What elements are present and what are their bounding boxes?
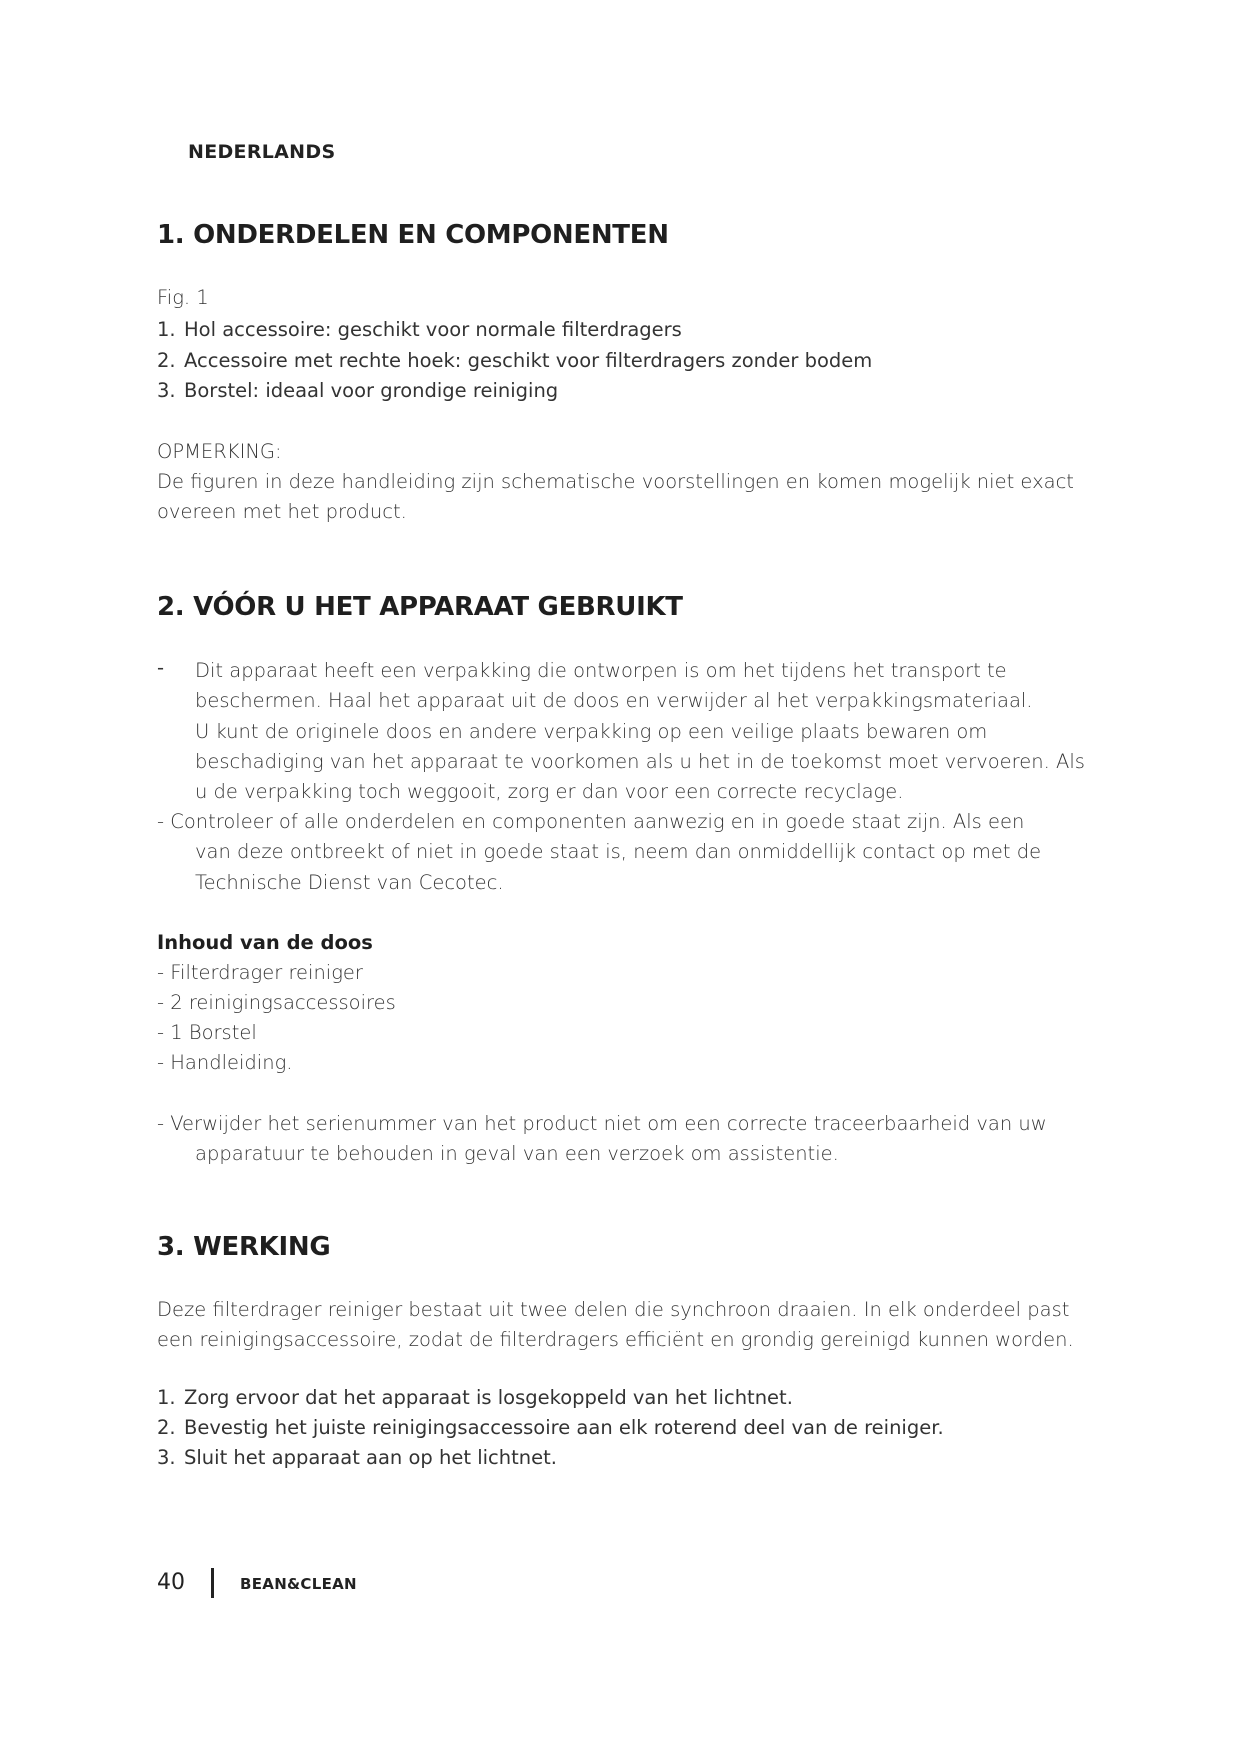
paragraph-line: apparatuur te behouden in geval van een verzoek om assistentie. (195, 1142, 839, 1165)
paragraph-line: - Verwijder het serienummer van het product niet om een correcte traceerbaarheid van uw (157, 1112, 1047, 1135)
paragraph-line: u de verpakking toch weggooit, zorg er dan voor een correcte recyclage. (195, 780, 904, 803)
page-number: 40 (157, 1570, 185, 1595)
fig-label: Fig. 1 (157, 286, 209, 309)
list-item: Accessoire met rechte hoek: geschikt voor filterdragers zonder bodem (184, 349, 873, 372)
section-1-title: 1. ONDERDELEN EN COMPONENTEN (157, 220, 669, 250)
step-number: 3. (157, 1446, 176, 1469)
language-label: NEDERLANDS (188, 141, 336, 163)
list-item-number: 1. (157, 318, 176, 341)
note-line: overeen met het product. (157, 500, 407, 523)
paragraph-line: beschermen. Haal het apparaat uit de doos en verwijder al het verpakkingsmateriaal. (195, 689, 1033, 712)
step-item: Bevestig het juiste reinigingsaccessoire aan elk roterend deel van de reiniger. (184, 1416, 944, 1439)
paragraph-line: van deze ontbreekt of niet in goede staat is, neem dan onmiddellijk contact op met de (195, 840, 1042, 863)
step-number: 2. (157, 1416, 176, 1439)
box-contents-title: Inhoud van de doos (157, 931, 373, 954)
paragraph-line: beschadiging van het apparaat te voorkomen als u het in de toekomst moet vervoeren. Als (195, 750, 1085, 773)
box-content-item: - Filterdrager reiniger (157, 961, 363, 984)
paragraph-line: Dit apparaat heeft een verpakking die ontworpen is om het tijdens het transport te (195, 659, 1007, 682)
step-item: Zorg ervoor dat het apparaat is losgekoppeld van het lichtnet. (184, 1386, 793, 1409)
step-number: 1. (157, 1386, 176, 1409)
box-content-item: - Handleiding. (157, 1051, 293, 1074)
paragraph-line: - Controleer of alle onderdelen en componenten aanwezig en in goede staat zijn. Als een (157, 810, 1025, 833)
step-item: Sluit het apparaat aan op het lichtnet. (184, 1446, 557, 1469)
list-item-number: 3. (157, 379, 176, 402)
box-content-item: - 1 Borstel (157, 1021, 257, 1044)
note-label: OPMERKING: (157, 440, 282, 463)
note-line: De figuren in deze handleiding zijn schematische voorstellingen en komen mogelijk niet exact (157, 470, 1074, 493)
brand-name: BEAN&CLEAN (240, 1575, 357, 1593)
paragraph-line: Technische Dienst van Cecotec. (195, 871, 504, 894)
section-2-title: 2. VÓÓR U HET APPARAAT GEBRUIKT (157, 592, 683, 622)
list-item-number: 2. (157, 349, 176, 372)
list-item: Borstel: ideaal voor grondige reiniging (184, 379, 559, 402)
bullet-dash: - (157, 656, 165, 679)
paragraph-line: Deze filterdrager reiniger bestaat uit twee delen die synchroon draaien. In elk onderdeel past (157, 1298, 1070, 1321)
list-item: Hol accessoire: geschikt voor normale filterdragers (184, 318, 682, 341)
footer-divider (211, 1568, 214, 1598)
section-3-title: 3. WERKING (157, 1232, 331, 1262)
box-content-item: - 2 reinigingsaccessoires (157, 991, 396, 1014)
paragraph-line: een reinigingsaccessoire, zodat de filterdragers efficiënt en grondig gereinigd kunnen worden. (157, 1328, 1074, 1351)
paragraph-line: U kunt de originele doos en andere verpakking op een veilige plaats bewaren om (195, 720, 988, 743)
